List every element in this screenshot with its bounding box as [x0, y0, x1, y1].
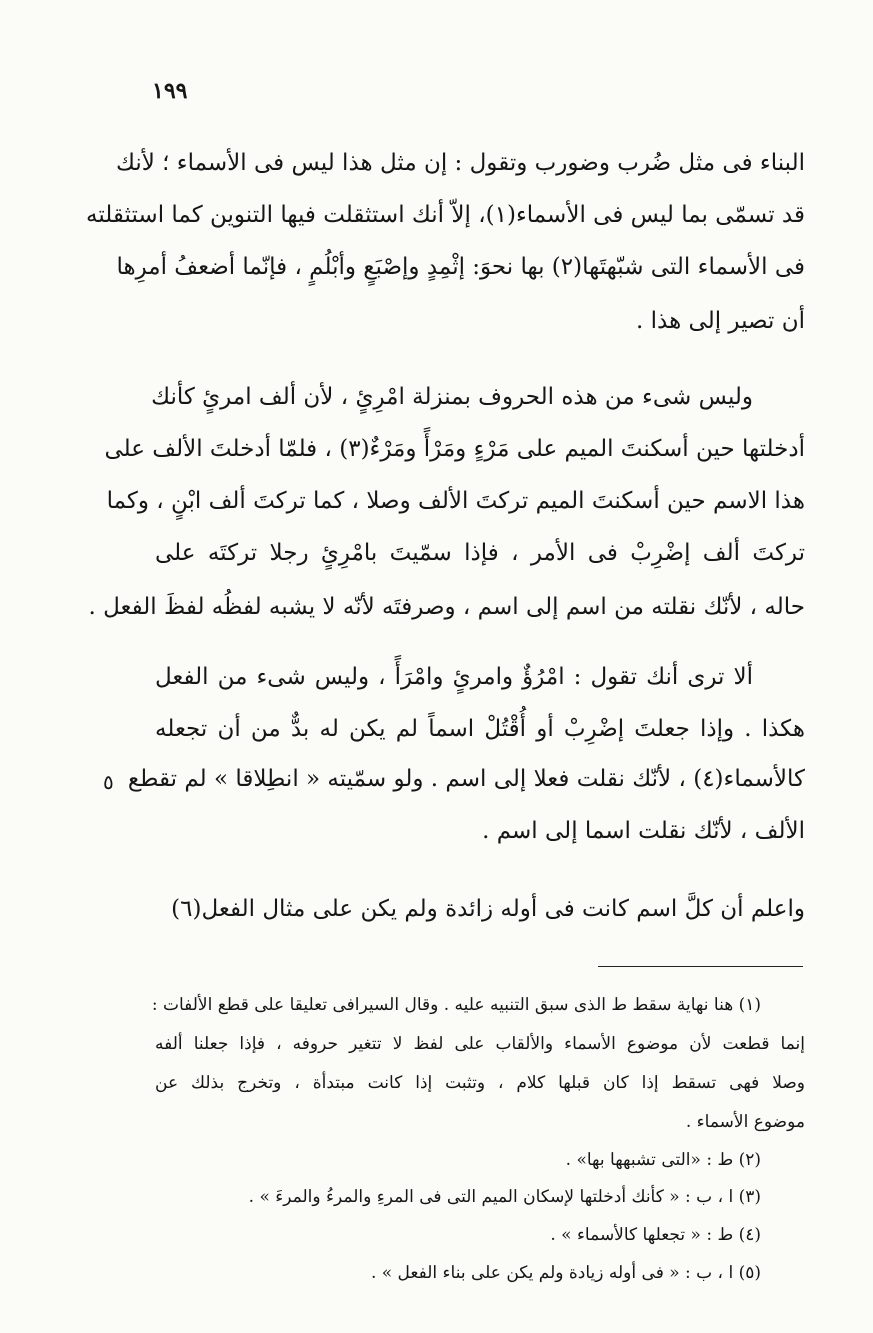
- body-line: هذا الاسم حين أسكنتَ الميم تركتَ الألف وصلا ، كما تركتَ ألف ابْنٍ ، وكما: [106, 488, 805, 514]
- footnote-line: (٤) ط : « تجعلها كالأسماء » .: [550, 1225, 761, 1245]
- footnote-line: موضوع الأسماء .: [685, 1112, 805, 1132]
- footnote-line: (٥) ا ، ب : « فى أوله زيادة ولم يكن على بناء الفعل » .: [370, 1263, 761, 1283]
- page-number: ١٩٩: [152, 78, 188, 104]
- footnote-line: إنما قطعت لأن موضوع الأسماء والألقاب على لفظ لا تتغير حروفه ، فإذا جعلنا ألفه: [155, 1034, 805, 1054]
- body-line: وليس شىء من هذه الحروف بمنزلة امْرِئٍ ، لأن ألف امرئٍ كأنك: [151, 384, 753, 410]
- body-line: فى الأسماء التى شبّهتَها(٢) بها نحوَ: إثْمِدٍ وإصْبَعٍ وأبْلُمٍ ، فإنّما أضعفُ أمرِها: [116, 254, 805, 280]
- body-line: أن تصير إلى هذا .: [636, 308, 805, 334]
- footnote-line: (٢) ط : «التى تشبهها بها» .: [565, 1150, 761, 1170]
- footnote-line: (٣) ا ، ب : « كأنك أدخلتها لإسكان الميم التى فى المرءِ والمرءُ والمرءَ » .: [248, 1187, 761, 1207]
- body-line: هكذا . وإذا جعلتَ إضْرِبْ أو أُقْتُلْ اسماً لم يكن له بدٌّ من أن تجعله: [155, 716, 805, 742]
- footnote-line: (١) هنا نهاية سقط ط الذى سبق التنبيه عليه . وقال السيرافى تعليقا على قطع الألفات :: [151, 995, 761, 1015]
- body-line: البناء فى مثل ضُرب وضورب وتقول : إن مثل هذا ليس فى الأسماء ؛ لأنك: [115, 150, 805, 176]
- body-line: أدخلتها حين أسكنتَ الميم على مَرْءٍ ومَرْأً ومَرْءٌ(٣) ، فلمّا أدخلتَ الألف على: [104, 436, 805, 462]
- body-line: ألا ترى أنك تقول : امْرُؤٌ وامرئٍ وامْرَأً ، وليس شىء من الفعل: [155, 664, 753, 690]
- body-line: الألف ، لأنّك نقلت اسما إلى اسم .: [482, 818, 805, 844]
- margin-line-number: ٥: [103, 770, 114, 794]
- footnote-separator: [598, 966, 803, 967]
- body-line: كالأسماء(٤) ، لأنّك نقلت فعلا إلى اسم . ولو سمّيته « انطِلاقا » لم تقطع: [127, 766, 805, 792]
- body-line: قد تسمّى بما ليس فى الأسماء(١)، إلاّ أنك استثقلت فيها التنوين كما استثقلته: [86, 202, 805, 228]
- body-line: تركتَ ألف إضْرِبْ فى الأمر ، فإذا سمّيتَ بامْرِئٍ رجلا تركتَه على: [155, 540, 805, 566]
- body-line: حاله ، لأنّك نقلته من اسم إلى اسم ، وصرفتَه لأنّه لا يشبه لفظُه لفظَ الفعل .: [88, 594, 805, 620]
- body-line: واعلم أن كلَّ اسم كانت فى أوله زائدة ولم يكن على مثال الفعل(٦): [171, 896, 805, 922]
- footnote-line: وصلا فهى تسقط إذا كان قبلها كلام ، وتثبت إذا كانت مبتدأة ، وتخرج بذلك عن: [155, 1073, 805, 1093]
